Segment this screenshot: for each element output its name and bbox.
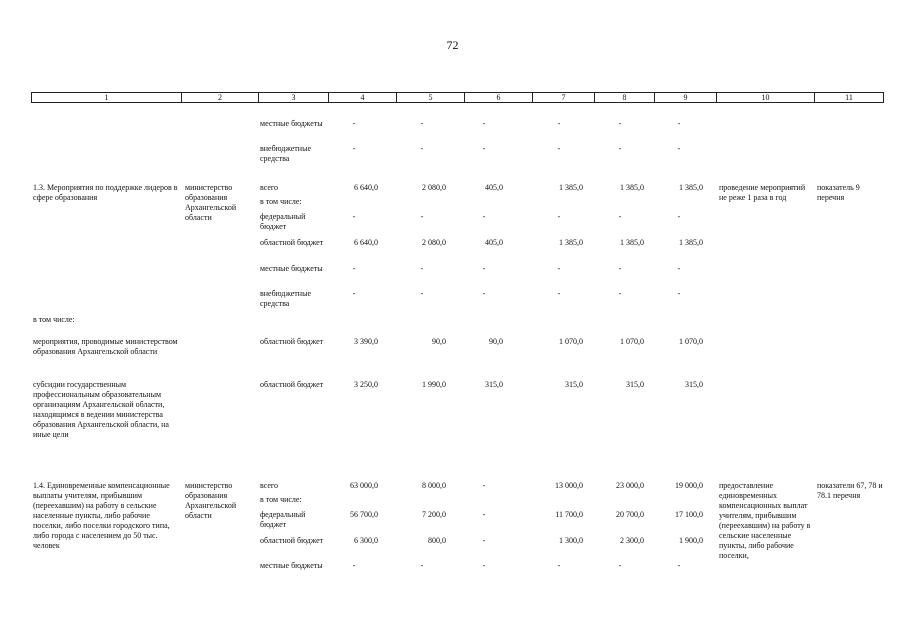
value-cell: - xyxy=(482,510,486,519)
value-cell: 1 385,0 xyxy=(679,183,703,192)
value-cell: - xyxy=(482,119,486,128)
value-cell: 1 990,0 xyxy=(422,380,446,389)
value-cell: - xyxy=(420,264,424,273)
value-cell: 1 385,0 xyxy=(620,183,644,192)
value-cell: 1 070,0 xyxy=(620,337,644,346)
value-cell: 19 000,0 xyxy=(675,481,703,490)
funding-source: федеральный бюджет xyxy=(260,212,306,231)
value-cell: - xyxy=(618,119,622,128)
value-cell: - xyxy=(618,264,622,273)
value-cell: 315,0 xyxy=(685,380,703,389)
value-cell: - xyxy=(352,212,356,221)
value-cell: - xyxy=(482,289,486,298)
executor: министерство образования Архангельской области xyxy=(185,481,237,520)
value-cell: - xyxy=(618,561,622,570)
value-cell: 7 200,0 xyxy=(422,510,446,519)
value-cell: 23 000,0 xyxy=(616,481,644,490)
value-cell: 315,0 xyxy=(626,380,644,389)
column-number-header xyxy=(31,92,884,103)
header-cell-4: 4 xyxy=(329,93,397,103)
header-cell-9: 9 xyxy=(655,93,717,103)
funding-source: областной бюджет xyxy=(260,337,324,346)
value-cell: - xyxy=(557,264,561,273)
value-cell: - xyxy=(420,119,424,128)
value-cell: 315,0 xyxy=(485,380,503,389)
value-cell: - xyxy=(482,264,486,273)
value-cell: - xyxy=(557,561,561,570)
header-cell-3: 3 xyxy=(259,93,329,103)
value-cell: - xyxy=(352,289,356,298)
expected-result: проведение мероприятий не реже 1 раза в год xyxy=(719,183,806,202)
value-cell: 3 390,0 xyxy=(354,337,378,346)
value-cell: 17 100,0 xyxy=(675,510,703,519)
value-cell: - xyxy=(482,212,486,221)
value-cell: - xyxy=(352,264,356,273)
funding-source: местные бюджеты xyxy=(260,264,323,273)
value-cell: - xyxy=(557,144,561,153)
value-cell: - xyxy=(352,119,356,128)
value-cell: - xyxy=(482,561,486,570)
value-cell: 90,0 xyxy=(432,337,446,346)
funding-source: областной бюджет xyxy=(260,238,324,247)
value-cell: 800,0 xyxy=(428,536,446,545)
funding-source: федеральный бюджет xyxy=(260,510,306,529)
value-cell: 405,0 xyxy=(485,183,503,192)
value-cell: - xyxy=(482,536,486,545)
value-cell: 1 070,0 xyxy=(679,337,703,346)
value-cell: - xyxy=(352,561,356,570)
funding-source: местные бюджеты xyxy=(260,119,323,128)
value-cell: - xyxy=(420,212,424,221)
value-cell: - xyxy=(618,144,622,153)
header-cell-7: 7 xyxy=(533,93,595,103)
including-label: в том числе: xyxy=(260,197,302,206)
value-cell: - xyxy=(677,289,681,298)
value-cell: 2 300,0 xyxy=(620,536,644,545)
value-cell: - xyxy=(677,119,681,128)
executor: министерство образования Архангельской области xyxy=(185,183,237,222)
indicator: показатели 67, 78 и 78.1 перечня xyxy=(817,481,883,500)
funding-source: внебюджетные средства xyxy=(260,289,311,308)
value-cell: 2 080,0 xyxy=(422,183,446,192)
value-cell: - xyxy=(677,212,681,221)
page-number: 72 xyxy=(446,38,459,52)
value-cell: 13 000,0 xyxy=(555,481,583,490)
value-cell: - xyxy=(420,289,424,298)
activity-title: 1.4. Единовременные компенсационные выплаты учителям, прибывшим (переехавшим) на работу в сельские населенные пункты, либо рабочие поселки, либо поселки городского типа, либо города с населением до 50 тыс. человек xyxy=(33,481,170,550)
header-cell-1: 1 xyxy=(32,93,182,103)
funding-source: областной бюджет xyxy=(260,536,324,545)
header-cell-6: 6 xyxy=(465,93,533,103)
value-cell: 8 000,0 xyxy=(422,481,446,490)
value-cell: 1 385,0 xyxy=(559,238,583,247)
including-note: в том числе: xyxy=(33,315,75,324)
value-cell: - xyxy=(557,119,561,128)
value-cell: - xyxy=(420,561,424,570)
value-cell: - xyxy=(618,289,622,298)
header-cell-5: 5 xyxy=(397,93,465,103)
activity-title: мероприятия, проводимые министерством образования Архангельской области xyxy=(33,337,178,356)
value-cell: 1 385,0 xyxy=(620,238,644,247)
value-cell: - xyxy=(482,481,486,490)
value-cell: 6 300,0 xyxy=(354,536,378,545)
header-cell-2: 2 xyxy=(182,93,259,103)
expected-result: предоставление единовременных компенсационных выплат учителям, прибывшим (переехавшим) на работу в сельские населенные пункты, либо рабочие поселки, xyxy=(719,481,811,560)
header-cell-8: 8 xyxy=(595,93,655,103)
funding-source: внебюджетные средства xyxy=(260,144,311,163)
value-cell: - xyxy=(677,561,681,570)
value-cell: 1 385,0 xyxy=(559,183,583,192)
header-cell-11: 11 xyxy=(815,93,884,103)
funding-source: местные бюджеты xyxy=(260,561,323,570)
value-cell: - xyxy=(557,212,561,221)
value-cell: - xyxy=(618,212,622,221)
value-cell: 90,0 xyxy=(489,337,503,346)
value-cell: 63 000,0 xyxy=(350,481,378,490)
value-cell: - xyxy=(482,144,486,153)
including-label: в том числе: xyxy=(260,495,302,504)
value-cell: - xyxy=(677,144,681,153)
funding-source: областной бюджет xyxy=(260,380,324,389)
value-cell: 1 070,0 xyxy=(559,337,583,346)
activity-title: субсидии государственным профессиональным образовательным организациям Архангельской области, находящимся в ведении министерства образования Архангельской области, на иные цели xyxy=(33,380,169,439)
indicator: показатель 9 перечня xyxy=(817,183,860,202)
activity-title: 1.3. Мероприятия по поддержке лидеров в сфере образования xyxy=(33,183,178,202)
value-cell: - xyxy=(677,264,681,273)
total-label: всего xyxy=(260,481,279,490)
value-cell: 1 900,0 xyxy=(679,536,703,545)
value-cell: 11 700,0 xyxy=(555,510,583,519)
value-cell: 2 080,0 xyxy=(422,238,446,247)
total-label: всего xyxy=(260,183,279,192)
value-cell: 6 640,0 xyxy=(354,183,378,192)
value-cell: 315,0 xyxy=(565,380,583,389)
header-cell-10: 10 xyxy=(717,93,815,103)
value-cell: 1 385,0 xyxy=(679,238,703,247)
value-cell: - xyxy=(352,144,356,153)
value-cell: 405,0 xyxy=(485,238,503,247)
value-cell: 6 640,0 xyxy=(354,238,378,247)
value-cell: - xyxy=(420,144,424,153)
value-cell: 20 700,0 xyxy=(616,510,644,519)
value-cell: 56 700,0 xyxy=(350,510,378,519)
value-cell: 1 300,0 xyxy=(559,536,583,545)
value-cell: 3 250,0 xyxy=(354,380,378,389)
value-cell: - xyxy=(557,289,561,298)
